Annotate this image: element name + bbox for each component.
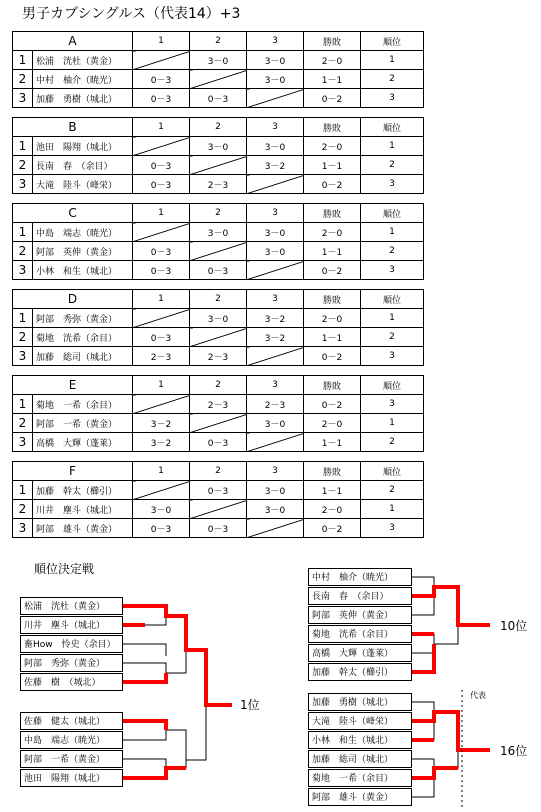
score-cell: 2－3 — [190, 347, 247, 366]
rank-cell: 3 — [361, 261, 424, 280]
win-loss-cell: 1－1 — [304, 156, 361, 175]
header-col3: 3 — [247, 204, 304, 223]
win-loss-cell: 1－1 — [304, 70, 361, 89]
score-cell: 3－0 — [247, 137, 304, 156]
bracket-player-box: 加藤 勇樹（城北） — [308, 693, 412, 711]
score-cell: 3－0 — [247, 414, 304, 433]
score-cell: 0－3 — [133, 242, 190, 261]
header-col1: 1 — [133, 290, 190, 309]
page-title: 男子カブシングルス（代表14）+3 — [22, 6, 241, 22]
score-cell: 0－3 — [190, 89, 247, 108]
row-number: 3 — [13, 347, 33, 366]
player-name: 川井 塵斗（城北） — [33, 500, 133, 519]
header-col2: 2 — [190, 462, 247, 481]
header-col2: 2 — [190, 118, 247, 137]
score-cell: 3－2 — [133, 414, 190, 433]
row-number: 2 — [13, 328, 33, 347]
rank-cell: 2 — [361, 70, 424, 89]
score-cell: 0－3 — [133, 175, 190, 194]
rank-cell: 2 — [361, 328, 424, 347]
win-loss-cell: 1－1 — [304, 433, 361, 452]
row-number: 3 — [13, 433, 33, 452]
score-cell: 3－0 — [247, 242, 304, 261]
header-col3: 3 — [247, 32, 304, 51]
player-name: 中島 端志（暁光） — [33, 223, 133, 242]
row-number: 1 — [13, 223, 33, 242]
player-name: 高橋 大輝（蓬莱） — [33, 433, 133, 452]
player-name: 加藤 総司（城北） — [33, 347, 133, 366]
header-col1: 1 — [133, 204, 190, 223]
bracket-player-box: 加藤 総司（城北） — [308, 750, 412, 768]
player-name: 菊地 洸希（余目） — [33, 328, 133, 347]
player-name: 中村 柚介（暁光） — [33, 70, 133, 89]
score-cell: 2－3 — [190, 395, 247, 414]
rank-cell: 1 — [361, 414, 424, 433]
win-loss-cell: 0－2 — [304, 395, 361, 414]
bracket-player-box: 阿部 秀弥（黄金） — [20, 654, 123, 672]
row-number: 3 — [13, 519, 33, 538]
score-cell: 3－0 — [247, 481, 304, 500]
header-rank: 順位 — [361, 376, 424, 395]
header-col3: 3 — [247, 376, 304, 395]
win-loss-cell: 1－1 — [304, 242, 361, 261]
bracket-player-box: 高橋 大輝（蓬莱） — [308, 644, 412, 662]
bracket-player-box: 大滝 陸斗（峰栄） — [308, 712, 412, 730]
rank-cell: 1 — [361, 223, 424, 242]
sixteenth-place-label: 16位 — [500, 744, 528, 758]
rank-cell: 2 — [361, 156, 424, 175]
win-loss-cell: 0－2 — [304, 89, 361, 108]
row-number: 1 — [13, 51, 33, 70]
score-cell: 3－0 — [190, 223, 247, 242]
score-cell: 3－2 — [247, 328, 304, 347]
rank-cell: 3 — [361, 519, 424, 538]
score-cell: 3－2 — [247, 309, 304, 328]
bracket-player-box: 池田 陽翔（城北） — [20, 769, 123, 787]
bracket-player-box: 畜How 怜史（余目） — [20, 635, 123, 653]
score-cell: 3－0 — [247, 51, 304, 70]
bracket-player-box: 中島 端志（暁光） — [20, 731, 123, 749]
bracket-player-box: 長南 春 （余目） — [308, 587, 412, 605]
win-loss-cell: 2－0 — [304, 309, 361, 328]
rank-cell: 3 — [361, 175, 424, 194]
row-number: 2 — [13, 156, 33, 175]
score-cell: 0－3 — [190, 261, 247, 280]
header-col2: 2 — [190, 204, 247, 223]
score-cell: 2－3 — [133, 347, 190, 366]
group-name: D — [13, 290, 133, 309]
header-rank: 順位 — [361, 462, 424, 481]
bracket-player-box: 加藤 幹太（櫛引） — [308, 663, 412, 681]
rank-cell: 3 — [361, 395, 424, 414]
header-win-loss: 勝敗 — [304, 204, 361, 223]
score-cell: 3－0 — [190, 51, 247, 70]
row-number: 2 — [13, 70, 33, 89]
rank-cell: 3 — [361, 347, 424, 366]
score-cell: 3－0 — [247, 500, 304, 519]
score-cell: 0－3 — [190, 481, 247, 500]
score-cell: 3－0 — [247, 223, 304, 242]
win-loss-cell: 1－1 — [304, 481, 361, 500]
header-rank: 順位 — [361, 32, 424, 51]
bracket-player-box: 中村 柚介（暁光） — [308, 568, 412, 586]
bracket-player-box: 松浦 洸杜（黄金） — [20, 597, 123, 615]
win-loss-cell: 2－0 — [304, 223, 361, 242]
player-name: 小林 和生（城北） — [33, 261, 133, 280]
header-col1: 1 — [133, 118, 190, 137]
bracket-player-box: 阿部 英伸（黄金） — [308, 606, 412, 624]
rank-cell: 1 — [361, 51, 424, 70]
bracket-player-box: 菊地 一希（余目） — [308, 769, 412, 787]
group-name: E — [13, 376, 133, 395]
player-name: 阿部 英伸（黄金） — [33, 242, 133, 261]
row-number: 2 — [13, 414, 33, 433]
player-name: 加藤 幹太（櫛引） — [33, 481, 133, 500]
row-number: 3 — [13, 175, 33, 194]
header-col2: 2 — [190, 376, 247, 395]
player-name: 長南 春 （余目） — [33, 156, 133, 175]
player-name: 池田 陽翔（城北） — [33, 137, 133, 156]
score-cell: 2－3 — [190, 175, 247, 194]
header-col3: 3 — [247, 118, 304, 137]
score-cell: 0－3 — [190, 433, 247, 452]
row-number: 2 — [13, 500, 33, 519]
win-loss-cell: 0－2 — [304, 519, 361, 538]
header-win-loss: 勝敗 — [304, 32, 361, 51]
header-rank: 順位 — [361, 290, 424, 309]
bracket-player-box: 川井 塵斗（城北） — [20, 616, 123, 634]
representative-label: 代表 — [470, 691, 486, 700]
rank-cell: 1 — [361, 309, 424, 328]
row-number: 3 — [13, 89, 33, 108]
score-cell: 3－0 — [247, 70, 304, 89]
header-col2: 2 — [190, 32, 247, 51]
header-col1: 1 — [133, 32, 190, 51]
group-name: A — [13, 32, 133, 51]
score-cell: 0－3 — [133, 261, 190, 280]
score-cell: 2－3 — [247, 395, 304, 414]
score-cell: 3－0 — [190, 309, 247, 328]
header-rank: 順位 — [361, 118, 424, 137]
first-place-label: 1位 — [240, 698, 260, 712]
bracket-player-box: 阿部 一希（黄金） — [20, 750, 123, 768]
rank-cell: 1 — [361, 137, 424, 156]
group-name: F — [13, 462, 133, 481]
bracket-player-box: 佐藤 樹 （城北） — [20, 673, 123, 691]
header-col3: 3 — [247, 290, 304, 309]
header-col2: 2 — [190, 290, 247, 309]
win-loss-cell: 0－2 — [304, 261, 361, 280]
rank-cell: 2 — [361, 481, 424, 500]
player-name: 松浦 洸杜（黄金） — [33, 51, 133, 70]
score-cell: 3－0 — [133, 500, 190, 519]
player-name: 阿部 秀弥（黄金） — [33, 309, 133, 328]
rank-cell: 1 — [361, 500, 424, 519]
win-loss-cell: 2－0 — [304, 500, 361, 519]
score-cell: 0－3 — [133, 156, 190, 175]
row-number: 1 — [13, 309, 33, 328]
group-name: C — [13, 204, 133, 223]
rank-cell: 2 — [361, 242, 424, 261]
row-number: 1 — [13, 395, 33, 414]
player-name: 阿部 雄斗（黄金） — [33, 519, 133, 538]
win-loss-cell: 2－0 — [304, 414, 361, 433]
score-cell: 0－3 — [133, 70, 190, 89]
section-title: 順位決定戦 — [34, 562, 95, 576]
score-cell: 0－3 — [133, 89, 190, 108]
score-cell: 3－0 — [190, 137, 247, 156]
win-loss-cell: 0－2 — [304, 347, 361, 366]
score-cell: 0－3 — [133, 519, 190, 538]
bracket-player-box: 菊地 洸希（余目） — [308, 625, 412, 643]
win-loss-cell: 0－2 — [304, 175, 361, 194]
row-number: 1 — [13, 481, 33, 500]
rank-cell: 3 — [361, 89, 424, 108]
header-rank: 順位 — [361, 204, 424, 223]
row-number: 3 — [13, 261, 33, 280]
score-cell: 0－3 — [190, 519, 247, 538]
win-loss-cell: 2－0 — [304, 137, 361, 156]
header-col3: 3 — [247, 462, 304, 481]
player-name: 阿部 一希（黄金） — [33, 414, 133, 433]
player-name: 菊地 一希（余目） — [33, 395, 133, 414]
score-cell: 0－3 — [133, 328, 190, 347]
row-number: 2 — [13, 242, 33, 261]
bracket-player-box: 阿部 雄斗（黄金） — [308, 788, 412, 806]
header-win-loss: 勝敗 — [304, 462, 361, 481]
tenth-place-label: 10位 — [500, 619, 528, 633]
bracket-player-box: 小林 和生（城北） — [308, 731, 412, 749]
win-loss-cell: 1－1 — [304, 328, 361, 347]
group-name: B — [13, 118, 133, 137]
player-name: 大滝 陸斗（峰栄） — [33, 175, 133, 194]
row-number: 1 — [13, 137, 33, 156]
rank-cell: 2 — [361, 433, 424, 452]
header-col1: 1 — [133, 376, 190, 395]
header-col1: 1 — [133, 462, 190, 481]
header-win-loss: 勝敗 — [304, 118, 361, 137]
bracket-player-box: 佐藤 健太（城北） — [20, 712, 123, 730]
header-win-loss: 勝敗 — [304, 290, 361, 309]
win-loss-cell: 2－0 — [304, 51, 361, 70]
score-cell: 3－2 — [247, 156, 304, 175]
score-cell: 3－2 — [133, 433, 190, 452]
header-win-loss: 勝敗 — [304, 376, 361, 395]
player-name: 加藤 勇樹（城北） — [33, 89, 133, 108]
